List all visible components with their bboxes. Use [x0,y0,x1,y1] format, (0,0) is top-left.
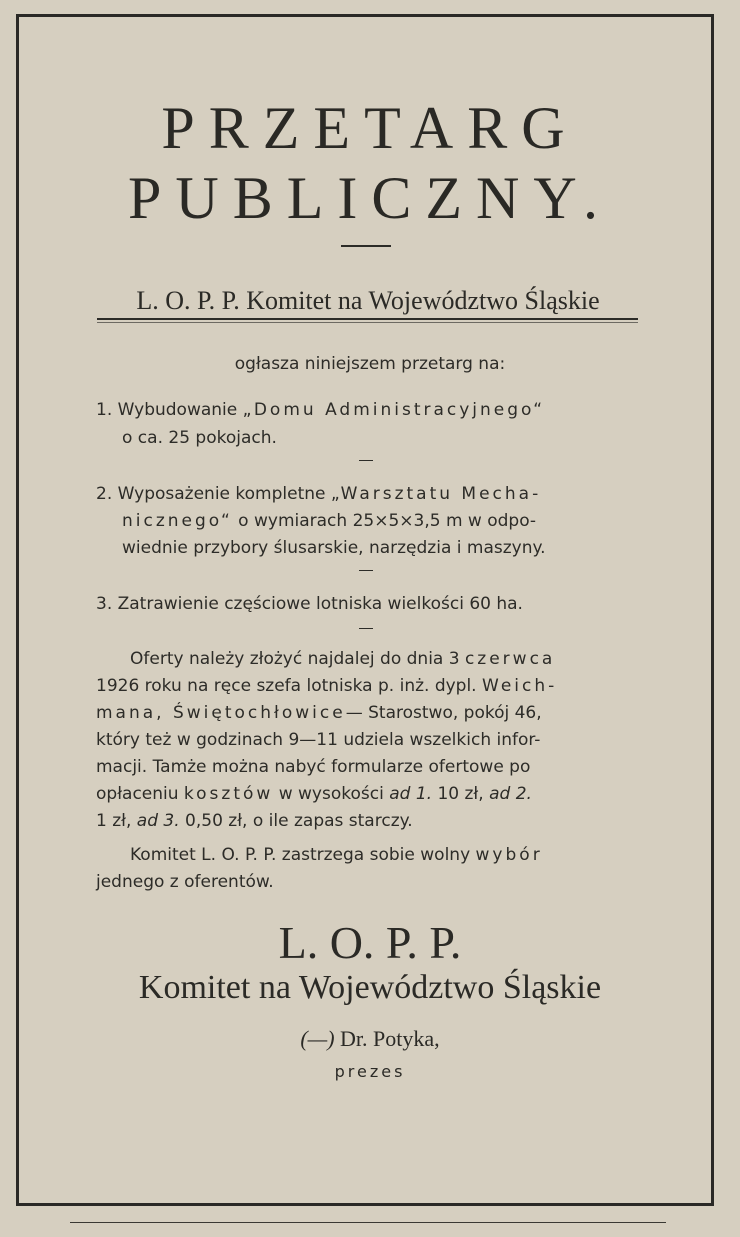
item-2-text: 2. Wyposażenie kompletne [96,484,331,504]
committee-rule [97,318,638,320]
item-1-line-2: o ca. 25 pokojach. [122,428,277,448]
reserve-line-2: jednego z oferentów. [96,872,274,892]
offers-ad: ad 2. [489,784,532,804]
signature-mark: (—) [300,1026,335,1051]
title-divider [341,245,391,247]
item-2-line-1 [96,484,541,504]
signature-committee: Komitet na Województwo Śląskie [138,969,602,1006]
item-3-line-1: 3. Zatrawienie częściowe lotniska wielkości 60 ha. [96,594,523,614]
item-separator [359,460,373,461]
title-line-1: PRZETARG [161,95,579,161]
item-separator [359,628,373,629]
offers-name-place: mana, Świętochłowice [96,703,346,723]
item-2-spaced-2: nicznego“ [122,511,233,531]
offers-text: 1 zł, [96,811,137,831]
offers-line-1 [130,649,555,669]
reserve-line-1 [130,845,543,865]
item-2-line-3: wiednie przybory ślusarskie, narzędzia i maszyny. [122,538,546,558]
offers-text: w wysokości [273,784,390,804]
item-1-text: 1. Wybudowanie [96,400,243,420]
offers-ad: ad 1. [389,784,433,804]
reserve-text: Komitet L. O. P. P. zastrzega sobie wolny [130,845,476,865]
offers-line-7 [96,811,413,831]
offers-line-4: który też w godzinach 9—11 udziela wszelkich infor- [96,730,541,750]
bottom-rule [70,1222,666,1223]
offers-text: 1926 roku na ręce szefa lotniska p. inż. dypl. [96,676,482,696]
offers-text: 0,50 zł, o ile zapas starczy. [179,811,413,831]
announcement: ogłasza niniejszem przetarg na: [234,354,506,374]
offers-date: czerwca [464,649,556,669]
signature-name [0,1028,740,1050]
offers-costs: kosztów [183,784,274,804]
title-line-2: PUBLICZNY. [128,165,612,231]
offers-line-5: macji. Tamże można nabyć formularze ofertowe po [96,757,531,777]
item-1-spaced: „Domu Administracyjnego“ [242,400,546,420]
reserve-choice: wybór [475,845,543,865]
item-1-line-1 [96,400,545,420]
item-separator [359,570,373,571]
signature-role: prezes [334,1062,406,1081]
signature-org: L. O. P. P. [278,917,462,968]
offers-ad: ad 3. [136,811,180,831]
offers-line-2 [96,676,557,696]
offers-text: — Starostwo, pokój 46, [345,703,542,723]
committee-rule-thin [97,322,638,323]
offers-text: Oferty należy złożyć najdalej do dnia 3 [130,649,465,669]
committee-heading: L. O. P. P. Komitet na Województwo Śląskie [136,286,600,315]
offers-line-6 [96,784,532,804]
item-2-line-2 [122,511,536,531]
item-2-text-2: o wymiarach 25×5×3,5 m w odpo- [232,511,537,531]
signature-person: Dr. Potyka, [334,1026,440,1051]
offers-line-3 [96,703,542,723]
offers-text: 10 zł, [432,784,490,804]
offers-name: Weich- [482,676,558,696]
item-2-spaced: „Warsztatu Mecha- [330,484,542,504]
offers-text: opłaceniu [96,784,184,804]
